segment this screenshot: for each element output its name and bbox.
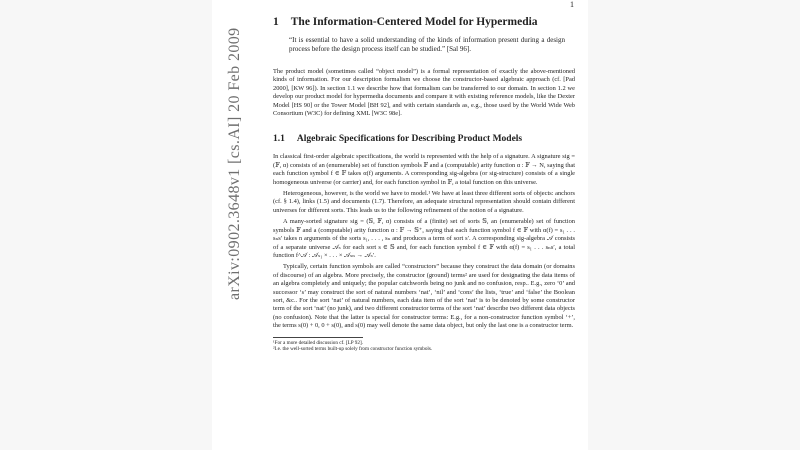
paragraph-constructors: Typically, certain function symbols are called “constructors” because they construct the data domain (or domains of discourse) of an algebra. More precisely, the constructor (ground) terms² are used for designating the data items of an algebra completely and uniquely; the popular catchwords being no junk and no confusion, resp.. E.g., zero ‘0’ and successor ‘s’ may construct the sort of natural numbers ‘nat’, ‘nil’ and ‘cons’ the lists, ‘true’ and ‘false’ the Boolean sort, &c.. For the sort ‘nat’ of natural numbers, each data item of the sort ‘nat’ is to be denoted by some constructor term of the sort ‘nat’ (no junk), and two different constructor terms of the sort ‘nat’ describe two different data objects (no confusion). Note that the latter is special for constructor terms: E.g., for a non-constructor function symbol ‘+’, the terms s(0) + 0, 0 + s(0), and s(0) may well denote the same data object, but only the last one is a constructor term.	[273, 263, 575, 330]
epigraph-quote: “It is essential to have a solid understanding of the kinds of information present during a design process before the design process itself can be studied.” [Sal 96].	[289, 36, 565, 53]
paper-page	[212, 0, 582, 450]
page-content	[273, 16, 575, 353]
section-heading: 1 The Information-Centered Model for Hypermedia	[273, 16, 538, 28]
intro-paragraph: The product model (sometimes called “object model”) is a formal representation of exactly the above-mentioned kinds of information. For our description formalism we choose the constructor-based algebraic approach (cf. [Pad 2000], [KW 96]). In section 1.1 we describe how that formalism can be transferred to our domain. In section 1.2 we develop our product model for hypermedia documents and compare it with existing reference models, like the Dexter Model [HS 90] or the Tower Model [BH 92], and with certain standards as, e.g., those used by the World Wide Web Consortium (W3C) for defining XML [W3C 98e].	[273, 68, 575, 118]
footnote-2: ²I.e. the well-sorted terms built-up solely from constructor function symbols.	[273, 346, 433, 353]
paragraph-signature: In classical first-order algebraic specifications, the world is represented with the help of a signature. A signature sig = (𝔽, α) consists of an (enumerable) set of function symbols 𝔽 and a (computable) arity function α : 𝔽 → N, saying that each function symbol f ∈ 𝔽 takes α(f) arguments. A corresponding sig-algebra (or sig-structure) consists of a single homogeneous universe (or carrier) and, for each function symbol in 𝔽, a total function on this universe.	[273, 153, 575, 186]
page-number: 1	[570, 0, 574, 9]
subsection-heading: 1.1 Algebraic Specifications for Describing Product Models	[273, 134, 523, 145]
left-margin	[0, 0, 212, 450]
footnote-1: ¹For a more detailed discussion cf. [LP 92].	[273, 339, 363, 346]
arxiv-stamp: arXiv:0902.3648v1 [cs.AI] 20 Feb 2009	[226, 27, 243, 300]
right-margin	[588, 0, 800, 450]
footnotes	[273, 337, 433, 353]
paragraph-heterogeneous: Heterogeneous, however, is the world we have to model.¹ We have at least three different sorts of objects: anchors (cf. § 1.4), links (1.5) and documents (1.7). Therefore, an adequate structural representation should contain different universes for different sorts. This leads us to the following refinement of the notion of a signature.	[273, 190, 575, 214]
paragraph-many-sorted: A many-sorted signature sig = (𝕊, 𝔽, α) consists of a (finite) set of sorts 𝕊, an (enumerable) set of function symbols 𝔽 and a (computable) arity function α : 𝔽 → 𝕊⁺, saying that each function symbol f ∈ 𝔽 with α(f) = s₁ . . . sₙs′ takes n arguments of the sorts s₁, . . . , sₙ and produces a term of sort s′. A corresponding sig-algebra 𝒜 consists of a separate universe 𝒜ₛ for each sort s ∈ 𝕊 and, for each function symbol f ∈ 𝔽 with α(f) = s₁ . . . sₙs′, a total function f^𝒜 : 𝒜ₛ₁ × . . . × 𝒜ₛₙ → 𝒜ₛ′.	[273, 218, 575, 259]
